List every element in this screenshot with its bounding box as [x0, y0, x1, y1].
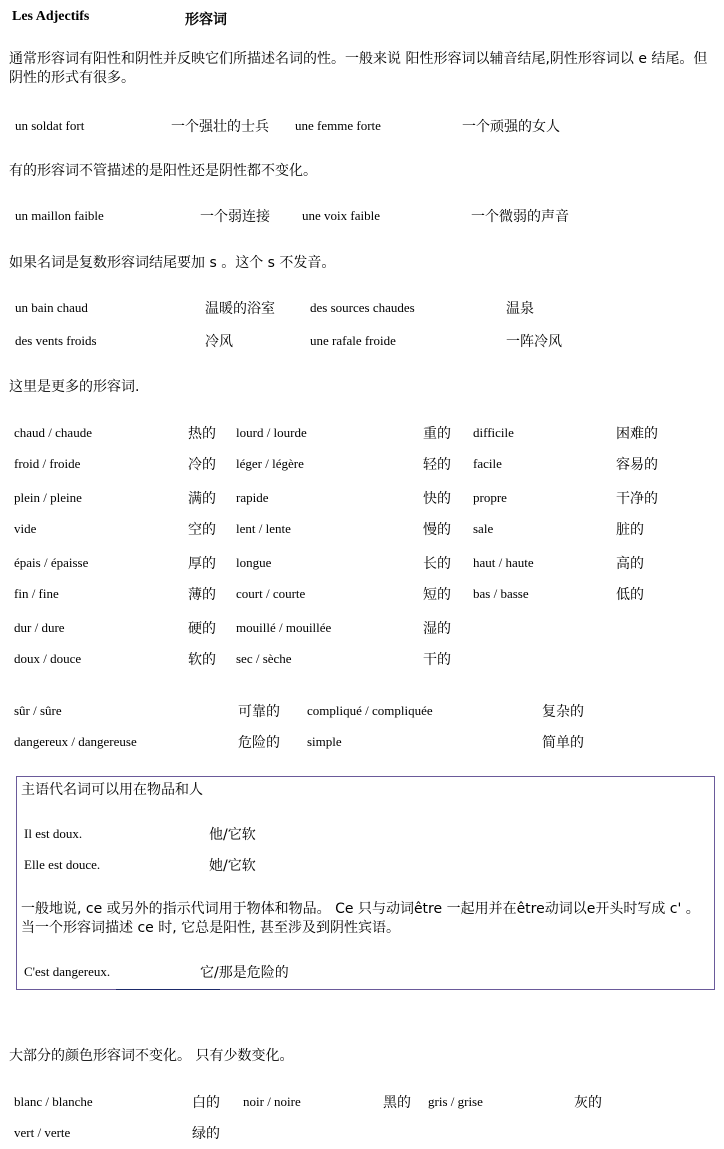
vocab-col1-fr: fin / fine	[14, 586, 59, 601]
vocab-col3-zh: 容易的	[616, 457, 658, 473]
vocab-col3-fr: propre	[473, 490, 507, 505]
note1: 有的形容词不管描述的是阳性还是阴性都不变化。	[9, 163, 317, 179]
box-row1-fr: Il est doux.	[24, 826, 83, 841]
note2: 如果名词是复数形容词结尾要加 s 。这个 s 不发音。	[9, 255, 336, 271]
example3-row2-fr2: une rafale froide	[310, 333, 396, 348]
example2-fr2: une voix faible	[302, 208, 380, 223]
vocab-col2-fr: lent / lente	[236, 521, 291, 536]
box-heading: 主语代名词可以用在物品和人	[21, 782, 203, 798]
vocab-col2-fr: léger / légère	[236, 456, 304, 471]
vocab2-row2-zh2: 简单的	[542, 735, 584, 751]
example1-zh1: 一个强壮的士兵	[171, 119, 269, 135]
vocab-col3-zh: 干净的	[616, 491, 658, 507]
color-zh: 黑的	[383, 1095, 411, 1111]
vocab-col1-fr: plein / pleine	[14, 490, 82, 505]
vocab-col2-zh: 轻的	[423, 457, 451, 473]
example3-row2-fr1: des vents froids	[15, 333, 97, 348]
vocab-col2-zh: 短的	[423, 587, 451, 603]
vocab-col3-zh: 困难的	[616, 426, 658, 442]
example3-row1-fr1: un bain chaud	[15, 300, 88, 315]
example2-fr1: un maillon faible	[15, 208, 104, 223]
box-example-zh: 它/那是危险的	[200, 965, 289, 981]
color-fr: blanc / blanche	[14, 1094, 93, 1109]
vocab-col3-zh: 脏的	[616, 522, 644, 538]
color-zh: 绿的	[192, 1126, 220, 1142]
color-fr: gris / grise	[428, 1094, 483, 1109]
example1-fr1: un soldat fort	[15, 118, 85, 133]
vocab-col1-fr: vide	[14, 521, 37, 536]
vocab-col1-fr: froid / froide	[14, 456, 81, 471]
vocab-col1-zh: 冷的	[188, 457, 216, 473]
vocab2-row1-fr1: sûr / sûre	[14, 703, 62, 718]
vocab-col2-zh: 重的	[423, 426, 451, 442]
vocab-col1-zh: 薄的	[188, 587, 216, 603]
vocab-col1-zh: 硬的	[188, 621, 216, 637]
vocab-col1-zh: 软的	[188, 652, 216, 668]
example3-row1-zh2: 温泉	[506, 301, 534, 317]
vocab-col2-fr: court / courte	[236, 586, 306, 601]
vocab-col2-fr: longue	[236, 555, 272, 570]
colors-note: 大部分的颜色形容词不变化。 只有少数变化。	[9, 1048, 294, 1064]
vocab-col3-fr: haut / haute	[473, 555, 534, 570]
box-row2-fr: Elle est douce.	[24, 857, 101, 872]
page-title-fr: Les Adjectifs	[12, 9, 90, 24]
vocab-col2-fr: rapide	[236, 490, 269, 505]
box-underline	[116, 989, 220, 990]
vocab-col2-zh: 快的	[423, 491, 451, 507]
vocab-col3-zh: 高的	[616, 556, 644, 572]
vocab-col1-fr: épais / épaisse	[14, 555, 89, 570]
box-explanation: 一般地说, ce 或另外的指示代词用于物体和物品。 Ce 只与动词être 一起用并在être动词以e开头时写成 c' 。当一个形容词描述 ce 时, 它总是阳性, 甚至涉及到阴性宾语。	[21, 901, 700, 936]
vocab-col2-zh: 干的	[423, 652, 451, 668]
note3: 这里是更多的形容词.	[9, 379, 140, 395]
vocab-col1-zh: 厚的	[188, 556, 216, 572]
vocab-col1-zh: 满的	[188, 491, 216, 507]
example3-row1-zh1: 温暖的浴室	[205, 301, 275, 317]
vocab-col3-fr: sale	[473, 521, 494, 536]
vocab-col3-fr: difficile	[473, 425, 514, 440]
color-fr: noir / noire	[243, 1094, 301, 1109]
vocab-col1-zh: 空的	[188, 522, 216, 538]
example2-zh1: 一个弱连接	[200, 209, 270, 225]
vocab2-row2-zh1: 危险的	[238, 735, 280, 751]
vocab-col1-fr: chaud / chaude	[14, 425, 92, 440]
example3-row1-fr2: des sources chaudes	[310, 300, 415, 315]
example1-fr2: une femme forte	[295, 118, 381, 133]
vocab-col1-fr: dur / dure	[14, 620, 65, 635]
vocab-col2-fr: lourd / lourde	[236, 425, 307, 440]
vocab2-row2-fr2: simple	[307, 734, 342, 749]
color-fr: vert / verte	[14, 1125, 71, 1140]
vocab2-row1-zh2: 复杂的	[542, 704, 584, 720]
example3-row2-zh1: 冷风	[205, 334, 233, 350]
example2-zh2: 一个微弱的声音	[471, 209, 569, 225]
vocab-col3-zh: 低的	[616, 587, 644, 603]
box-example-fr: C'est dangereux.	[24, 964, 111, 979]
example1-zh2: 一个顽强的女人	[462, 119, 560, 135]
color-zh: 灰的	[574, 1095, 602, 1111]
example3-row2-zh2: 一阵冷风	[506, 334, 562, 350]
intro-paragraph: 通常形容词有阳性和阴性并反映它们所描述名词的性。一般来说 阳性形容词以辅音结尾,阴性形容词以 e 结尾。但阴性的形式有很多。	[9, 51, 708, 86]
vocab-col1-fr: doux / douce	[14, 651, 82, 666]
vocab-col2-fr: mouillé / mouillée	[236, 620, 332, 635]
vocab2-row1-zh1: 可靠的	[238, 704, 280, 720]
vocab-col2-zh: 慢的	[423, 522, 451, 538]
box-row2-zh: 她/它软	[209, 858, 256, 874]
vocab-col2-fr: sec / sèche	[236, 651, 292, 666]
vocab-col3-fr: facile	[473, 456, 502, 471]
vocab-col1-zh: 热的	[188, 426, 216, 442]
color-zh: 白的	[192, 1095, 220, 1111]
vocab-col3-fr: bas / basse	[473, 586, 529, 601]
vocab2-row1-fr2: compliqué / compliquée	[307, 703, 433, 718]
vocab-col2-zh: 长的	[423, 556, 451, 572]
page-title-zh: 形容词	[185, 12, 227, 28]
box-row1-zh: 他/它软	[209, 827, 256, 843]
vocab-col2-zh: 湿的	[423, 621, 451, 637]
vocab2-row2-fr1: dangereux / dangereuse	[14, 734, 137, 749]
subject-pronoun-box	[16, 776, 715, 990]
